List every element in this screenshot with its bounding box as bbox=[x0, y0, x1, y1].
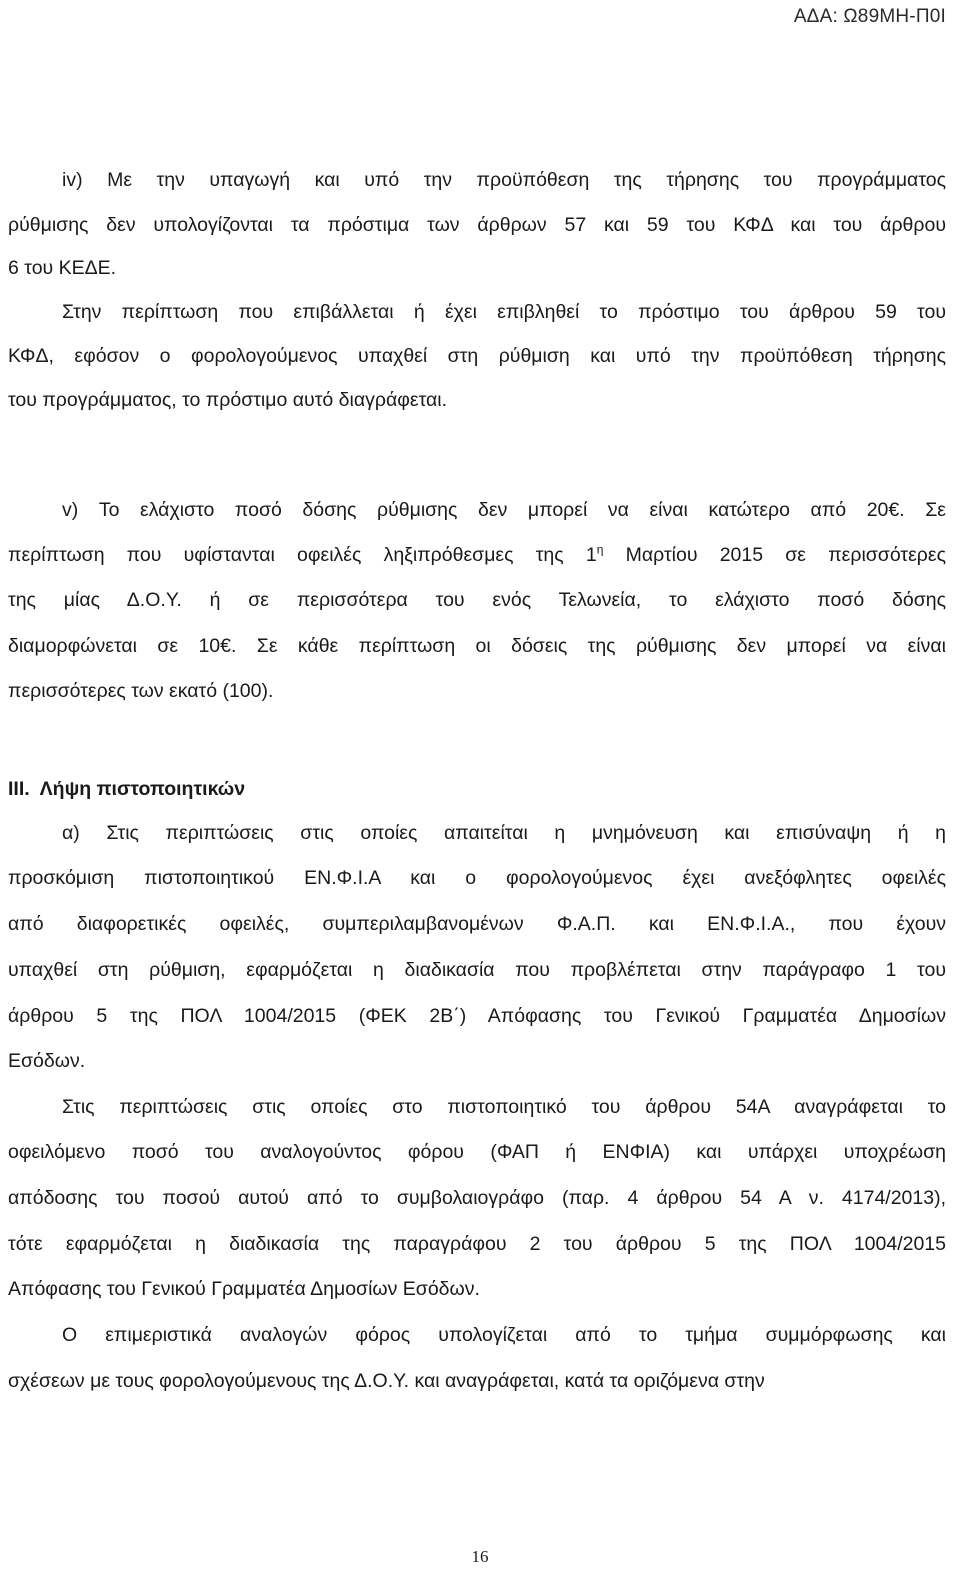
paragraph-v-line-3: της μίας Δ.Ο.Υ. ή σε περισσότερα του ενός Τελωνεία, το ελάχιστο ποσό δόσης bbox=[8, 589, 946, 611]
paragraph-fine-line-3: του προγράμματος, το πρόστιμο αυτό διαγράφεται. bbox=[8, 389, 448, 411]
paragraph-v-line-2-after: Μαρτίου 2015 σε περισσότερες bbox=[603, 544, 946, 566]
paragraph-a-line-6: Εσόδων. bbox=[8, 1050, 86, 1072]
paragraph-54a-line-2: οφειλόμενο ποσό του αναλογούντος φόρου (ΦΑΠ ή ΕΝΦΙΑ) και υπάρχει υποχρέωση bbox=[8, 1141, 946, 1163]
paragraph-iv-line-3: 6 του ΚΕΔΕ. bbox=[8, 257, 117, 279]
paragraph-fine-line-1: Στην περίπτωση που επιβάλλεται ή έχει επιβληθεί το πρόστιμο του άρθρου 59 του bbox=[62, 301, 946, 323]
ada-code: ΑΔΑ: Ω89ΜΗ-Π0Ι bbox=[793, 6, 946, 27]
ordinal-superscript: η bbox=[596, 542, 604, 557]
page-number: 16 bbox=[471, 1547, 489, 1566]
paragraph-v-line-4: διαμορφώνεται σε 10€. Σε κάθε περίπτωση οι δόσεις της ρύθμισης δεν μπορεί να είναι bbox=[8, 635, 946, 657]
paragraph-iv-line-1: iv) Με την υπαγωγή και υπό την προϋπόθεση της τήρησης του προγράμματος bbox=[62, 169, 946, 191]
paragraph-tax-line-1: Ο επιμεριστικά αναλογών φόρος υπολογίζεται από το τμήμα συμμόρφωσης και bbox=[62, 1324, 946, 1346]
paragraph-a-line-5: άρθρου 5 της ΠΟΛ 1004/2015 (ΦΕΚ 2Β΄) Απόφασης του Γενικού Γραμματέα Δημοσίων bbox=[8, 1005, 946, 1027]
paragraph-fine-line-2: ΚΦΔ, εφόσον ο φορολογούμενος υπαχθεί στη ρύθμιση και υπό την προϋπόθεση τήρησης bbox=[8, 345, 946, 367]
paragraph-54a-line-1: Στις περιπτώσεις στις οποίες στο πιστοποιητικό του άρθρου 54Α αναγράφεται το bbox=[62, 1096, 946, 1118]
paragraph-iv-line-2: ρύθμισης δεν υπολογίζονται τα πρόστιμα των άρθρων 57 και 59 του ΚΦΔ και του άρθρου bbox=[8, 214, 946, 236]
paragraph-v-line-2 bbox=[8, 541, 946, 569]
paragraph-a-line-2: προσκόμιση πιστοποιητικού ΕΝ.Φ.Ι.Α και ο φορολογούμενος έχει ανεξόφλητες οφειλές bbox=[8, 867, 946, 889]
paragraph-54a-line-5: Απόφασης του Γενικού Γραμματέα Δημοσίων Εσόδων. bbox=[8, 1278, 480, 1300]
paragraph-tax-line-2: σχέσεων με τους φορολογούμενους της Δ.Ο.Υ. και αναγράφεται, κατά τα οριζόμενα στην bbox=[8, 1370, 765, 1392]
paragraph-a-line-4: υπαχθεί στη ρύθμιση, εφαρμόζεται η διαδικασία που προβλέπεται στην παράγραφο 1 του bbox=[8, 959, 946, 981]
paragraph-a-line-1: α) Στις περιπτώσεις στις οποίες απαιτείται η μνημόνευση και επισύναψη ή η bbox=[62, 822, 946, 844]
section-iii-number: III. bbox=[8, 778, 30, 800]
paragraph-a-line-3: από διαφορετικές οφειλές, συμπεριλαμβανομένων Φ.Α.Π. και ΕΝ.Φ.Ι.Α., που έχουν bbox=[8, 913, 946, 935]
paragraph-v-line-1: v) Το ελάχιστο ποσό δόσης ρύθμισης δεν μπορεί να είναι κατώτερο από 20€. Σε bbox=[62, 499, 946, 521]
paragraph-v-line-5: περισσότερες των εκατό (100). bbox=[8, 680, 274, 702]
section-iii-title: Λήψη πιστοποιητικών bbox=[39, 778, 246, 800]
paragraph-54a-line-3: απόδοσης του ποσού αυτού από το συμβολαιογράφο (παρ. 4 άρθρου 54 Α ν. 4174/2013), bbox=[8, 1187, 946, 1209]
paragraph-v-line-2-before: περίπτωση που υφίστανται οφειλές ληξιπρόθεσμες της 1 bbox=[8, 544, 597, 566]
section-iii-heading bbox=[8, 775, 946, 803]
paragraph-54a-line-4: τότε εφαρμόζεται η διαδικασία της παραγράφου 2 του άρθρου 5 της ΠΟΛ 1004/2015 bbox=[8, 1233, 946, 1255]
